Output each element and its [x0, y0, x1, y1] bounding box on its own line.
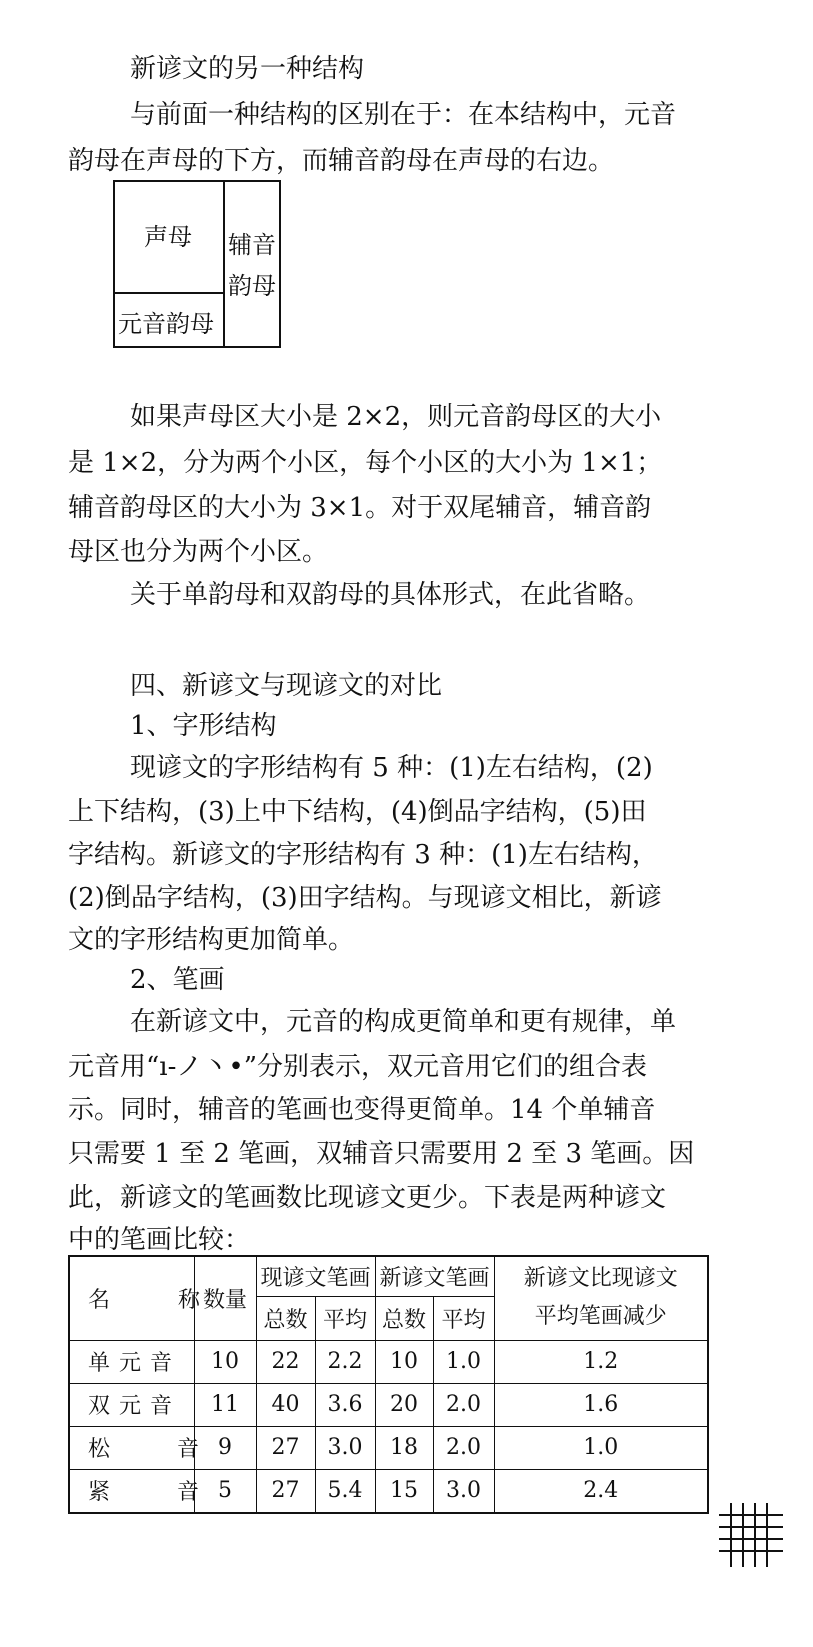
table-row — [69, 1469, 708, 1513]
comparison-heading: 四、新谚文与现谚文的对比 — [130, 671, 443, 701]
stroke-table — [68, 1255, 709, 1514]
row-name-tense-left: 紧 — [88, 1480, 112, 1506]
reduction-header-line-1: 新谚文比现谚文 — [523, 1266, 678, 1292]
size-paragraph-line-2: 是 1×2，分为两个小区，每个小区的大小为 1×1； — [68, 448, 663, 478]
grid-logo-icon — [716, 1500, 786, 1570]
row-name-tense-sound — [69, 1469, 200, 1513]
diagram-consonant-final-label-line-2: 韵母 — [228, 272, 276, 300]
diagram-horizontal-divider — [115, 292, 223, 294]
row-name-lax-right: 音 — [176, 1437, 200, 1462]
stroke-comparison-table — [68, 1255, 707, 1512]
row-new-average: 2.0 — [433, 1383, 494, 1426]
row-new-total: 20 — [375, 1383, 433, 1426]
reduction-header — [494, 1256, 708, 1340]
row-current-average: 3.6 — [315, 1383, 375, 1426]
row-reduction: 1.6 — [494, 1383, 708, 1426]
row-reduction: 1.2 — [494, 1340, 708, 1383]
subsection-1-line-5: 文的字形结构更加简单。 — [68, 925, 355, 955]
row-reduction: 2.4 — [494, 1469, 708, 1513]
intro-line-2: 韵母在声母的下方，而辅音韵母在声母的右边。 — [68, 146, 615, 176]
row-new-average: 2.0 — [433, 1426, 494, 1469]
size-paragraph-line-4: 母区也分为两个小区。 — [68, 537, 329, 567]
row-new-average: 1.0 — [433, 1340, 494, 1383]
diagram-initial-label: 声母 — [144, 223, 192, 251]
row-name-lax-left: 松 — [88, 1437, 112, 1462]
current-total-header: 总数 — [256, 1296, 315, 1340]
row-current-average: 2.2 — [315, 1340, 375, 1383]
table-header-row-1 — [69, 1256, 708, 1296]
row-name-single-vowel: 单 元 音 — [69, 1340, 194, 1383]
new-stroke-header: 新谚文笔画 — [375, 1256, 494, 1296]
row-current-total: 27 — [256, 1426, 315, 1469]
row-count: 10 — [194, 1340, 256, 1383]
row-current-average: 3.0 — [315, 1426, 375, 1469]
row-name-tense-right: 音 — [176, 1480, 200, 1506]
name-header-right: 称 — [177, 1287, 200, 1313]
current-stroke-header: 现谚文笔画 — [256, 1256, 375, 1296]
row-name-lax-sound — [69, 1426, 200, 1469]
subsection-2-line-1: 在新谚文中，元音的构成更简单和更有规律，单 — [130, 1007, 677, 1037]
row-new-total: 15 — [375, 1469, 433, 1513]
row-current-average: 5.4 — [315, 1469, 375, 1513]
diagram-vertical-divider — [223, 182, 225, 346]
diagram-vowel-final-label: 元音韵母 — [118, 310, 214, 338]
subsection-2-line-4: 只需要 1 至 2 笔画，双辅音只需要用 2 至 3 笔画。因 — [68, 1139, 695, 1169]
row-new-total: 18 — [375, 1426, 433, 1469]
omission-note: 关于单韵母和双韵母的具体形式，在此省略。 — [130, 580, 651, 610]
size-paragraph-line-3: 辅音韵母区的大小为 3×1。对于双尾辅音，辅音韵 — [68, 493, 652, 523]
row-current-total: 22 — [256, 1340, 315, 1383]
count-header: 数量 — [194, 1256, 256, 1340]
reduction-header-line-2: 平均笔画减少 — [534, 1304, 667, 1330]
table-row — [69, 1426, 708, 1469]
size-paragraph-line-1: 如果声母区大小是 2×2，则元音韵母区的大小 — [130, 402, 662, 432]
intro-line-1: 与前面一种结构的区别在于：在本结构中，元音 — [130, 100, 677, 130]
new-total-header: 总数 — [375, 1296, 433, 1340]
subsection-2-line-6: 中的笔画比较： — [68, 1225, 251, 1255]
subsection-1-line-3: 字结构。新谚文的字形结构有 3 种：(1)左右结构， — [68, 840, 658, 870]
name-header-left: 名 — [88, 1287, 111, 1313]
subsection-2-title: 2、笔画 — [130, 965, 225, 995]
subsection-2-line-5: 此，新谚文的笔画数比现谚文更少。下表是两种谚文 — [68, 1183, 667, 1213]
new-average-header: 平均 — [433, 1296, 494, 1340]
row-name-double-vowel: 双 元 音 — [69, 1383, 194, 1426]
row-count: 11 — [194, 1383, 256, 1426]
row-count: 5 — [194, 1469, 256, 1513]
subsection-2-line-2: 元音用“ı-ノ丶•”分别表示，双元音用它们的组合表 — [68, 1052, 648, 1082]
hangul-structure-diagram — [113, 180, 281, 348]
row-current-total: 40 — [256, 1383, 315, 1426]
subsection-1-line-2: 上下结构，(3)上中下结构，(4)倒品字结构，(5)田 — [68, 797, 647, 827]
section-heading: 新谚文的另一种结构 — [130, 54, 365, 84]
current-average-header: 平均 — [315, 1296, 375, 1340]
subsection-1-title: 1、字形结构 — [130, 711, 277, 741]
subsection-1-line-1: 现谚文的字形结构有 5 种：(1)左右结构，(2) — [130, 753, 653, 783]
row-new-average: 3.0 — [433, 1469, 494, 1513]
row-reduction: 1.0 — [494, 1426, 708, 1469]
subsection-1-line-4: (2)倒品字结构，(3)田字结构。与现谚文相比，新谚 — [68, 883, 662, 913]
table-row — [69, 1340, 708, 1383]
subsection-2-line-3: 示。同时，辅音的笔画也变得更简单。14 个单辅音 — [68, 1095, 656, 1125]
diagram-consonant-final-label-line-1: 辅音 — [228, 231, 276, 259]
row-count: 9 — [194, 1426, 256, 1469]
name-header — [69, 1256, 200, 1340]
row-new-total: 10 — [375, 1340, 433, 1383]
row-current-total: 27 — [256, 1469, 315, 1513]
table-row — [69, 1383, 708, 1426]
